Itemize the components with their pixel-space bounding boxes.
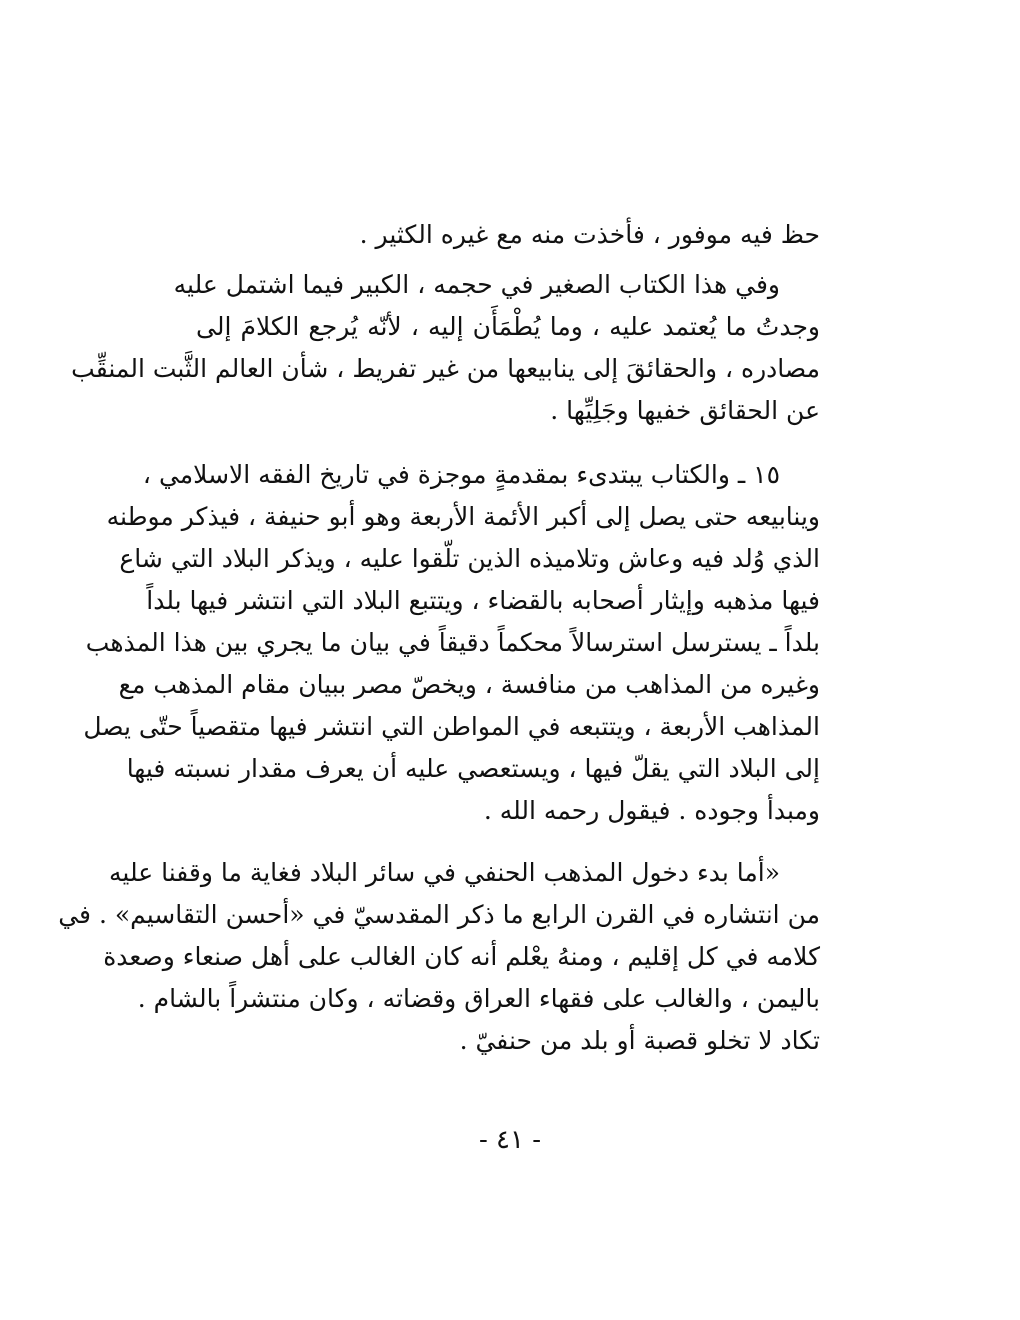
text-line: إلى البلاد التي يقلّ فيها ، ويستعصي عليه أن يعرف مقدار نسبته فيها [126,754,820,783]
paragraph-continuation [196,214,820,256]
text-line: وجدتُ ما يُعتمد عليه ، وما يُطْمَأَن إليه ، لأنّه يُرجع الكلامَ إلى [196,312,820,341]
text-line: وينابيعه حتى يصل إلى أكبر الأئمة الأربعة وهو أبو حنيفة ، فيذكر موطنه [106,502,820,531]
text-line: باليمن ، والغالب على فقهاء العراق وقضاته ، وكان منتشراً بالشام . [137,984,820,1013]
paragraph-book-description [71,264,820,432]
paragraph-quotation [58,852,820,1062]
text-line: ١٥ ـ والكتاب يبتدىء بمقدمةٍ موجزة في تاريخ الفقه الاسلامي ، [142,460,780,489]
text-line: بلداً ـ يسترسل استرسالاً محكماً دقيقاً في بيان ما يجري بين هذا المذهب [85,628,820,657]
text-line: تكاد لا تخلو قصبة أو بلد من حنفيّ . [459,1026,820,1055]
text-line: الذي وُلد فيه وعاش وتلاميذه الذين تلّقوا عليه ، ويذكر البلاد التي شاع [119,544,820,573]
paragraph-section-15 [83,454,820,832]
text-line: حظ فيه موفور ، فأخذت منه مع غيره الكثير . [359,220,820,249]
text-line: ومبدأ وجوده . فيقول رحمه الله . [483,796,820,825]
text-line: كلامه في كل إقليم ، ومنهُ يعْلم أنه كان الغالب على أهل صنعاء وصعدة [103,942,820,971]
text-line: المذاهب الأربعة ، ويتتبعه في المواطن التي انتشر فيها متقصياً حتّى يصل [83,712,820,741]
page-number: - ٤١ - [478,1125,542,1155]
text-line: مصادره ، والحقائقَ إلى ينابيعها من غير تفريط ، شأن العالم الثَّبت المنقِّب [71,354,820,383]
text-line: عن الحقائق خفيها وجَلِيِّها . [550,396,820,425]
text-line: من انتشاره في القرن الرابع ما ذكر المقدسيّ في «أحسن التقاسيم» . في [58,900,820,929]
text-line: فيها مذهبه وإيثار أصحابه بالقضاء ، ويتتبع البلاد التي انتشر فيها بلداً [146,586,820,615]
text-line: وغيره من المذاهب من منافسة ، ويخصّ مصر ببيان مقام المذهب مع [118,670,820,699]
text-line: وفي هذا الكتاب الصغير في حجمه ، الكبير فيما اشتمل عليه [173,270,780,299]
text-line: «أما بدء دخول المذهب الحنفي في سائر البلاد فغاية ما وقفنا عليه [109,858,780,887]
